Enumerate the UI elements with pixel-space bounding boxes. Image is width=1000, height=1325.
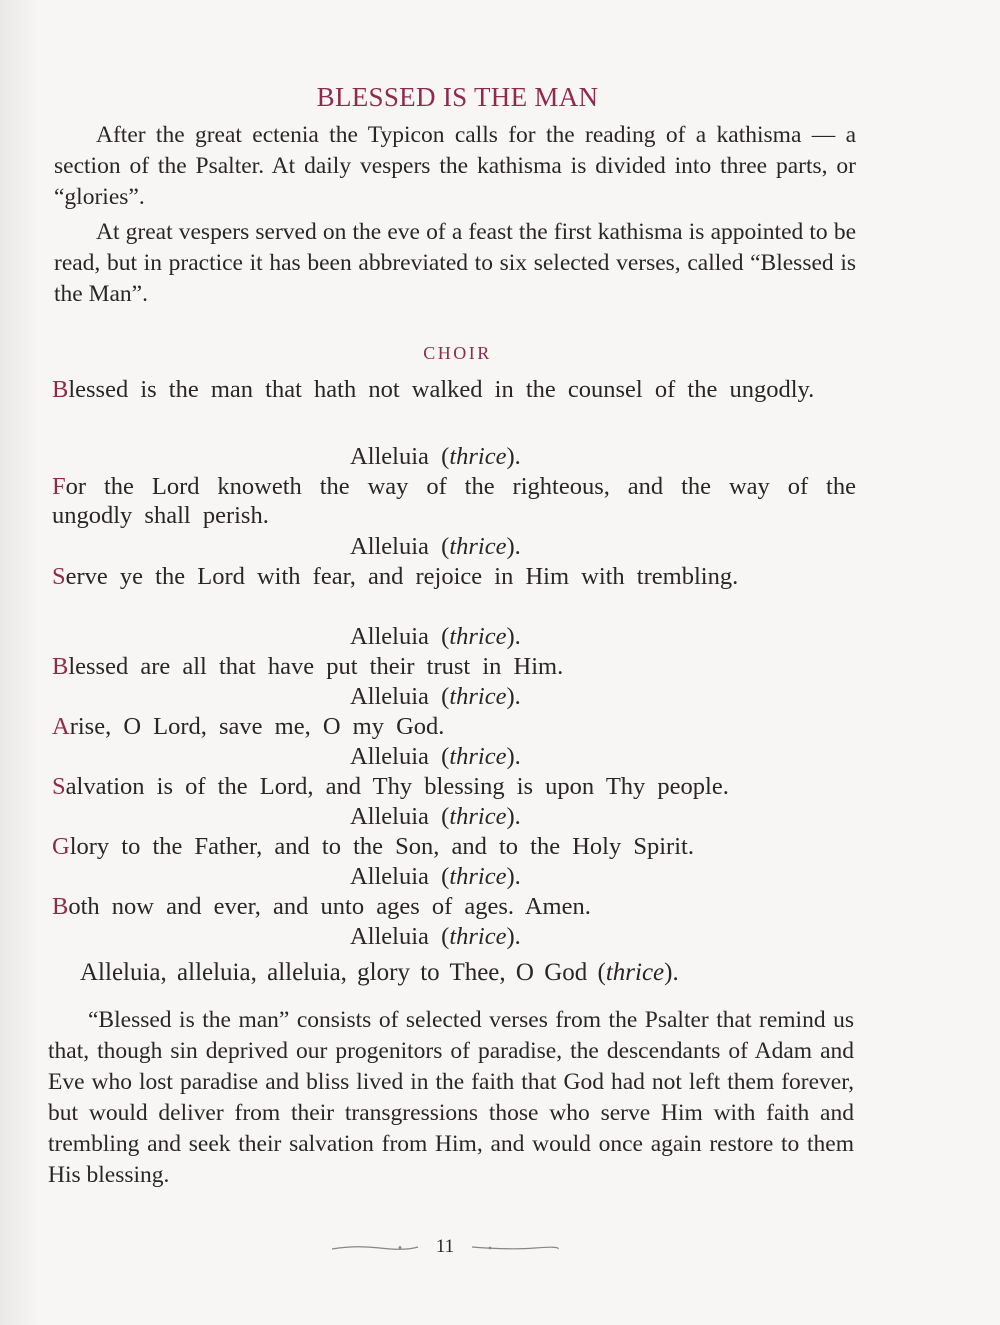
intro-paragraph-1: After the great ectenia the Typicon calls for the reading of a kathisma — a section of the Psalter. At daily vespers the kathisma is divided into three parts, or “glories”. xyxy=(54,122,856,210)
page-title: BLESSED IS THE MAN xyxy=(316,82,599,113)
verse-7 xyxy=(52,832,856,861)
closing-text xyxy=(48,1005,854,1191)
verse-text: erve ye the Lord with fear, and rejoice in Him with trembling. xyxy=(65,563,739,590)
verse-3 xyxy=(52,562,856,591)
verse-initial: G xyxy=(52,833,70,860)
refrain-7: Alleluia (thrice). xyxy=(350,863,521,890)
verse-initial: S xyxy=(52,563,66,590)
refrain-word: Alleluia xyxy=(350,533,429,560)
refrain-word: Alleluia xyxy=(350,803,429,830)
verse-initial: B xyxy=(52,893,69,920)
refrain-3: Alleluia (thrice). xyxy=(350,623,521,650)
choir-heading: CHOIR xyxy=(423,343,492,363)
verse-4 xyxy=(52,652,856,681)
refrain-note: thrice xyxy=(449,923,507,950)
verse-initial: A xyxy=(52,713,70,740)
refrain-2: Alleluia (thrice). xyxy=(350,533,521,560)
verse-initial: B xyxy=(52,376,69,403)
verse-text: oth now and ever, and unto ages of ages. Amen. xyxy=(68,893,591,920)
verse-text: alvation is of the Lord, and Thy blessing is upon Thy people. xyxy=(65,773,729,800)
refrain-word: Alleluia xyxy=(350,623,429,650)
page-footer xyxy=(330,1232,560,1262)
verse-initial: F xyxy=(52,473,66,500)
refrain-note: thrice xyxy=(449,803,507,830)
right-ornament-icon xyxy=(470,1244,560,1252)
refrain-note: thrice xyxy=(449,863,507,890)
verse-initial: S xyxy=(52,773,66,800)
intro-text xyxy=(54,120,856,314)
verse-5 xyxy=(52,712,856,741)
refrain-4: Alleluia (thrice). xyxy=(350,683,521,710)
verse-initial: B xyxy=(52,653,69,680)
refrain-1: Alleluia (thrice). xyxy=(350,443,521,470)
refrain-note: thrice xyxy=(449,683,507,710)
verse-text: lessed is the man that hath not walked in the counsel of the ungodly. xyxy=(68,376,815,403)
final-alleluia-line: Alleluia, alleluia, alleluia, glory to Thee, O God (thrice). xyxy=(80,959,679,986)
closing-paragraph: “Blessed is the man” consists of selected verses from the Psalter that remind us that, though sin deprived our progenitors of paradise, the descendants of Adam and Eve who lost paradise and bliss lived in the faith that God had not left them forever, but would deliver from their transgressions those who serve Him with faith and trembling and seek their salvation from Him, and would once again restore to them His blessing. xyxy=(48,1007,854,1188)
refrain-word: Alleluia xyxy=(350,863,429,890)
refrain-5: Alleluia (thrice). xyxy=(350,743,521,770)
verse-1 xyxy=(52,375,856,404)
refrain-note: thrice xyxy=(449,443,507,470)
refrain-word: Alleluia xyxy=(350,443,429,470)
verse-6 xyxy=(52,772,856,801)
verse-8 xyxy=(52,892,856,921)
refrain-note: thrice xyxy=(449,533,507,560)
final-line-note: thrice xyxy=(605,959,665,986)
page-gutter-shadow xyxy=(0,0,40,1325)
verse-text: lessed are all that have put their trust in Him. xyxy=(68,653,564,680)
refrain-word: Alleluia xyxy=(350,743,429,770)
refrain-word: Alleluia xyxy=(350,923,429,950)
refrain-6: Alleluia (thrice). xyxy=(350,803,521,830)
refrain-8: Alleluia (thrice). xyxy=(350,923,521,950)
refrain-word: Alleluia xyxy=(350,683,429,710)
verse-text: rise, O Lord, save me, O my God. xyxy=(69,713,445,740)
verse-2 xyxy=(52,472,856,530)
final-line-text: Alleluia, alleluia, alleluia, glory to Thee, O God xyxy=(80,959,588,986)
refrain-note: thrice xyxy=(449,743,507,770)
intro-paragraph-2: At great vespers served on the eve of a feast the first kathisma is appointed to be read, but in practice it has been abbreviated to six selected verses, called “Blessed is the Man”. xyxy=(54,219,856,307)
page-number: 11 xyxy=(435,1236,455,1257)
verse-text: lory to the Father, and to the Son, and to the Holy Spirit. xyxy=(69,833,694,860)
verse-text: or the Lord knoweth the way of the righteous, and the way of the ungodly shall perish. xyxy=(52,473,856,529)
refrain-note: thrice xyxy=(449,623,507,650)
